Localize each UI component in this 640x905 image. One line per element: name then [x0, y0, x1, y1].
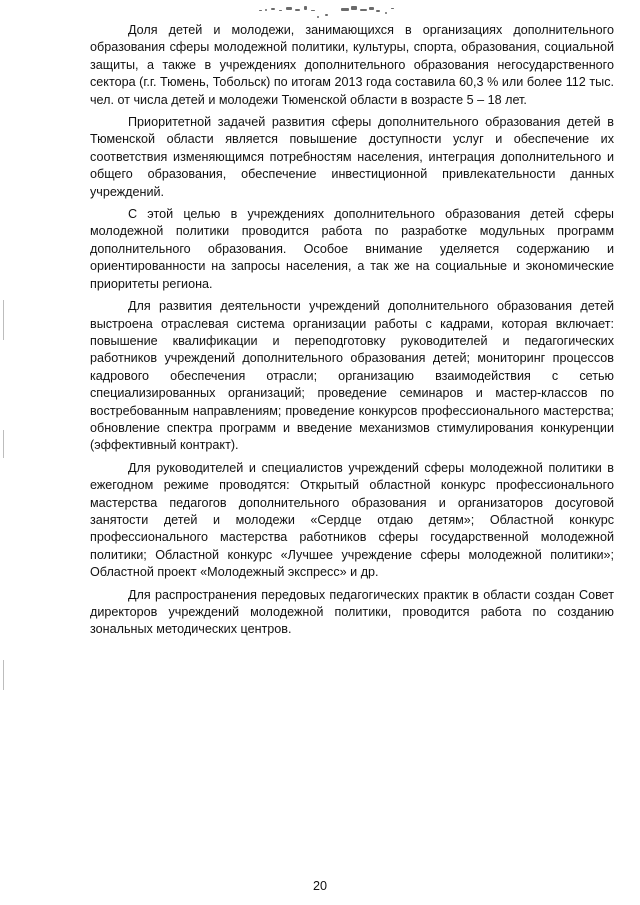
- paragraph: Для развития деятельности учреждений дополнительного образования детей выстроена отраслевая система организации работы с кадрами, которая включает: повышение квалификации и переподготовку руководителей и педагогических работников учреждений дополнительного образования детей; мониторинг процессов кадрового обеспечения отрасли; организацию взаимодействия с сетью специализированных организаций; проведение семинаров и мастер-классов по востребованным направлениям; проведение конкурсов профессионального мастерства; обновление спектра программ и введение механизмов стимулирования конкуренции (эффективный контракт).: [90, 299, 614, 453]
- paragraph: Приоритетной задачей развития сферы дополнительного образования детей в Тюменской области является повышение доступности услуг и обеспечение их соответствия изменяющимся потребностям населения, интеграция дополнительного и общего образования, обеспечение инвестиционной привлекательности данных учреждений.: [90, 115, 614, 199]
- document-body: [90, 22, 614, 644]
- paragraph: С этой целью в учреждениях дополнительного образования детей сферы молодежной политики проводится работа по разработке модульных программ дополнительного образования. Особое внимание уделяется содержанию и ориентированности на запросы населения, а так же на социальные и экономические приоритеты региона.: [90, 207, 614, 291]
- page-number: 20: [312, 879, 327, 893]
- paragraph: Для распространения передовых педагогических практик в области создан Совет директоров учреждений молодежной политики, проводится работа по созданию зональных методических центров.: [90, 587, 614, 637]
- scan-edge-mark: [3, 660, 4, 690]
- paragraph: Доля детей и молодежи, занимающихся в организациях дополнительного образования сферы молодежной политики, культуры, спорта, образования, социальной защиты, а также в учреждениях дополнительного образования негосударственного сектора (г.г. Тюмень, Тобольск) по итогам 2013 года составила 60,3 % или более 112 тыс. чел. от числа детей и молодежи Тюменской области в возрасте 5 – 18 лет.: [90, 23, 614, 107]
- paragraph: Для руководителей и специалистов учреждений сферы молодежной политики в ежегодном режиме проводятся: Открытый областной конкурс профессионального мастерства педагогов дополнительного образования и организаторов досуговой занятости детей и молодежи «Сердце отдаю детям»; Областной конкурс профессионального мастерства работников сферы государственной молодежной политики; Областной конкурс «Лучшее учреждение сферы молодежной политики»; Областной проект «Молодежный экспресс» и др.: [90, 460, 614, 580]
- scan-edge-mark: [3, 430, 4, 458]
- scan-edge-mark: [3, 300, 4, 340]
- scan-artifact: [255, 4, 405, 20]
